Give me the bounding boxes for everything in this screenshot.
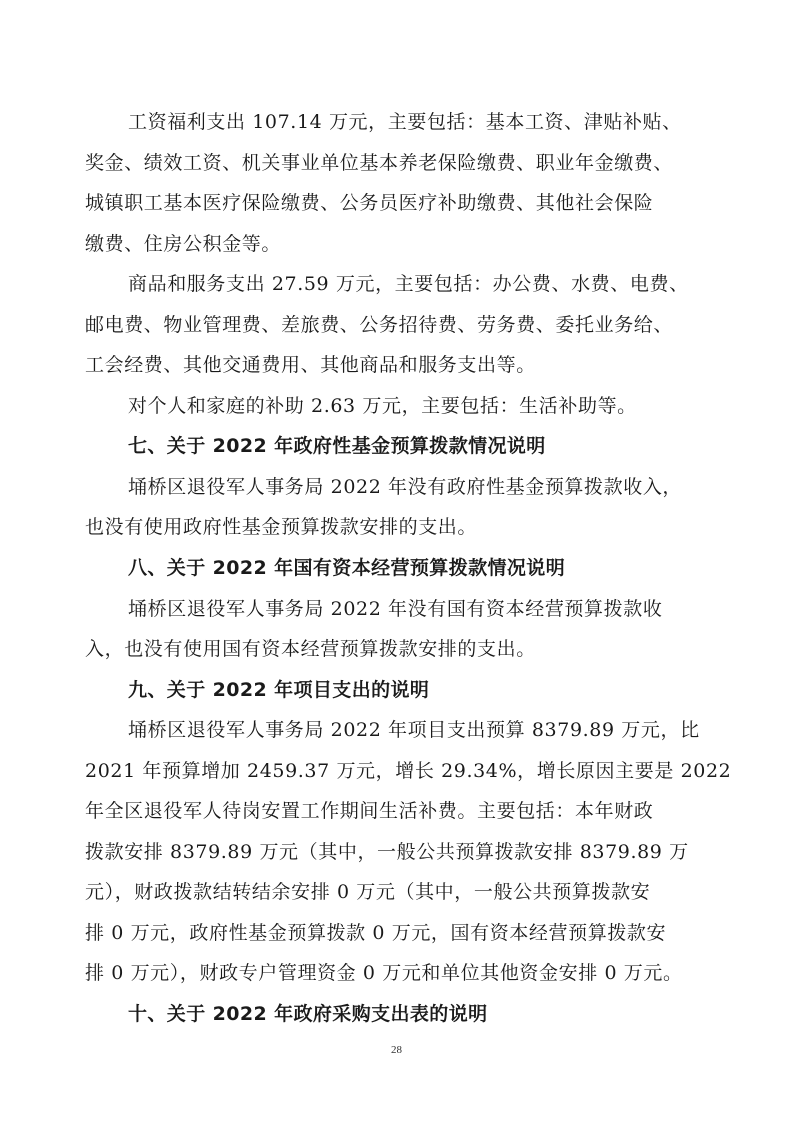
paragraph-line: 对个人和家庭的补助 2.63 万元，主要包括：生活补助等。 xyxy=(128,395,637,417)
paragraph-line: 也没有使用政府性基金预算拨款安排的支出。 xyxy=(85,516,478,538)
paragraph-line: 年全区退役军人待岗安置工作期间生活补费。主要包括：本年财政 xyxy=(85,800,654,822)
paragraph-line: 缴费、住房公积金等。 xyxy=(85,233,282,255)
paragraph-line: 埇桥区退役军人事务局 2022 年项目支出预算 8379.89 万元，比 xyxy=(128,719,700,741)
paragraph-line: 2021 年预算增加 2459.37 万元，增长 29.34%，增长原因主要是 2022 xyxy=(85,760,732,782)
paragraph-line: 元），财政拨款结转结余安排 0 万元（其中，一般公共预算拨款安 xyxy=(85,881,651,903)
paragraph-line: 排 0 万元，政府性基金预算拨款 0 万元，国有资本经营预算拨款安 xyxy=(85,922,667,944)
paragraph-line: 埇桥区退役军人事务局 2022 年没有国有资本经营预算拨款收 xyxy=(128,598,663,620)
paragraph-line: 城镇职工基本医疗保险缴费、公务员医疗补助缴费、其他社会保险 xyxy=(85,192,654,214)
paragraph-line: 埇桥区退役军人事务局 2022 年没有政府性基金预算拨款收入， xyxy=(128,476,683,498)
paragraph-line: 工会经费、其他交通费用、其他商品和服务支出等。 xyxy=(85,354,536,376)
section-heading: 八、关于 2022 年国有资本经营预算拨款情况说明 xyxy=(128,557,566,579)
paragraph-line: 入，也没有使用国有资本经营预算拨款安排的支出。 xyxy=(85,638,536,660)
paragraph-line: 排 0 万元），财政专户管理资金 0 万元和单位其他资金安排 0 万元。 xyxy=(85,962,683,984)
section-heading: 十、关于 2022 年政府采购支出表的说明 xyxy=(128,1003,488,1025)
paragraph-line: 邮电费、物业管理费、差旅费、公务招待费、劳务费、委托业务给、 xyxy=(85,314,674,336)
paragraph-line: 拨款安排 8379.89 万元（其中，一般公共预算拨款安排 8379.89 万 xyxy=(85,841,689,863)
section-heading: 七、关于 2022 年政府性基金预算拨款情况说明 xyxy=(128,435,546,457)
paragraph-line: 工资福利支出 107.14 万元，主要包括：基本工资、津贴补贴、 xyxy=(128,111,682,133)
page-number: 28 xyxy=(391,1044,402,1056)
paragraph-line: 奖金、绩效工资、机关事业单位基本养老保险缴费、职业年金缴费、 xyxy=(85,152,674,174)
paragraph-line: 商品和服务支出 27.59 万元，主要包括：办公费、水费、电费、 xyxy=(128,273,689,295)
section-heading: 九、关于 2022 年项目支出的说明 xyxy=(128,679,430,701)
